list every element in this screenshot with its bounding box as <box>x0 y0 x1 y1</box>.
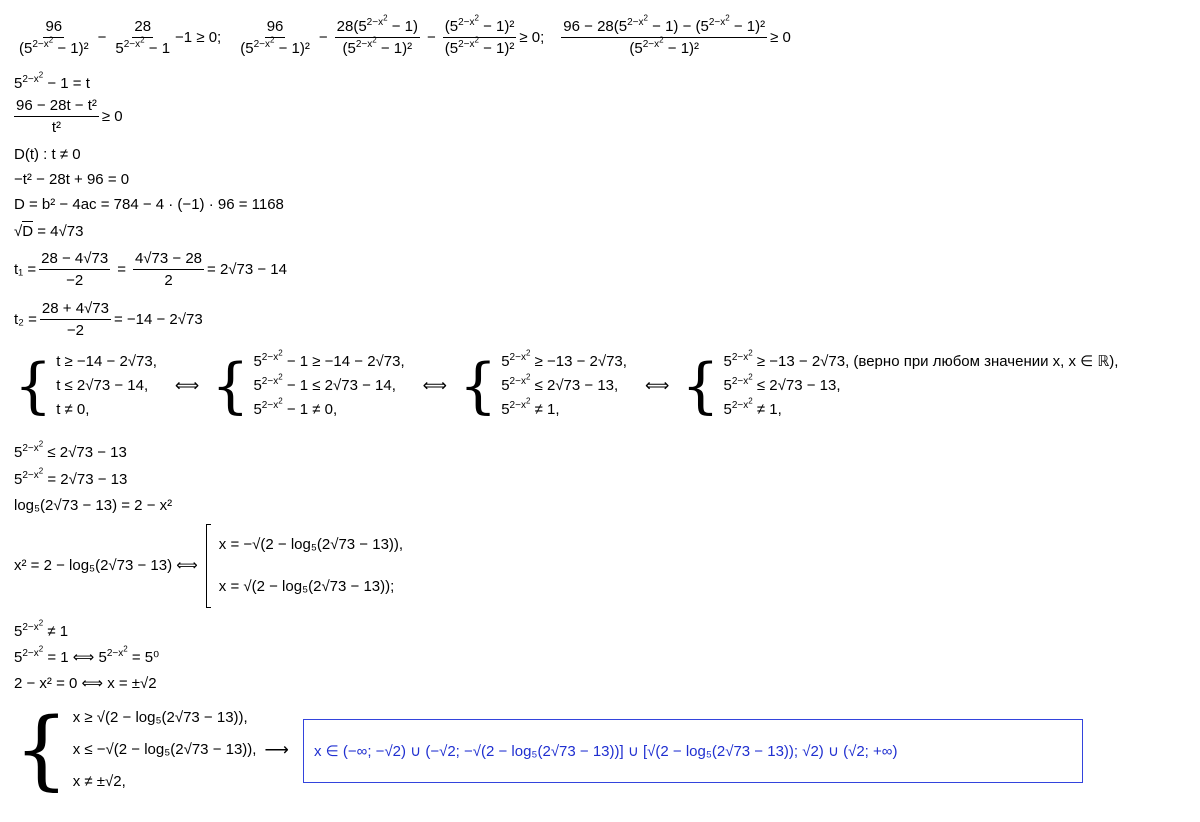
x-squared-text: x² = 2 − log₅(2√73 − 13) ⟺ <box>14 557 198 574</box>
case: $5^{2-x^2} \le 2√73 - 13$, <box>723 372 841 394</box>
line-final-system <box>14 702 301 798</box>
denominator: t² <box>51 119 62 136</box>
case: x ≥ √(2 − log₅(2√73 − 13)), <box>72 709 248 726</box>
numerator: 28 − 4√73 <box>39 250 110 270</box>
line-domain: D(t) : t ≠ 0 <box>14 146 81 163</box>
fraction <box>443 13 517 57</box>
numerator: 28 + 4√73 <box>40 300 111 320</box>
fraction <box>113 18 172 57</box>
line-log: log₅(2√73 − 13) = 2 − x² <box>14 497 173 514</box>
case: $5^{2-x^2} \ge -13 - 2√73$, (верно при любом значении x, x ∈ ℝ), <box>723 348 1119 370</box>
denominator: 2 <box>164 272 173 289</box>
fraction <box>40 300 111 339</box>
numerator: 4√73 − 28 <box>133 250 204 270</box>
relation: ≥ 0 <box>101 107 123 125</box>
denominator: $(5^{2-x^2} - 1)^2$ <box>342 35 413 57</box>
substitution-text: − 1 = t <box>47 75 90 92</box>
fraction <box>335 13 420 57</box>
numerator: $96 - 28(5^{2-x^2} - 1) - (5^{2-x^2} - 1)^2$ <box>561 18 767 38</box>
denominator: −2 <box>66 322 84 339</box>
line-quadratic: −t² − 28t + 96 = 0 <box>14 171 130 188</box>
system-4 <box>681 350 1118 422</box>
line-t2 <box>14 300 203 339</box>
brace-icon: { <box>681 351 720 421</box>
line-exp-eq1: $5^{2-x^2} = 1$ ⟺ $5^{2-x^2} = 5^0$ <box>14 644 160 666</box>
denominator: −2 <box>66 272 84 289</box>
fraction <box>238 18 312 57</box>
equivalence-icon: ⟺ <box>644 376 670 395</box>
case: x = −√(2 − log₅(2√73 − 13)), <box>218 536 404 553</box>
line-exp-eq: $5^{2-x^2} = 2√73 - 13$ <box>14 466 128 488</box>
relation: ≥ 0; <box>519 28 545 46</box>
relation: ≥ 0 <box>770 28 791 46</box>
system-2 <box>211 350 404 422</box>
t1-result: = 2√73 − 14 <box>207 260 287 278</box>
denominator: $(5^{2-x^2} - 1)^2$ <box>444 35 515 57</box>
case: t ≥ −14 − 2√73, <box>56 353 157 370</box>
numerator: 96 − 28t − t² <box>14 97 99 117</box>
brace-icon: { <box>14 700 69 800</box>
sqrt-d-value: = 4√73 <box>37 223 84 240</box>
denominator: $5^{2-x^2} - 1$ <box>115 35 171 57</box>
line-t1: t₁ = $\frac{28 - 4√73}{-2}$ = $\frac{4√73 - 28}{2}$ = 2√73 − 14 <box>14 250 287 289</box>
equivalence-icon: ⟺ <box>174 376 200 395</box>
case: $5^{2-x^2} - 1 \ge -14 - 2√73$, <box>253 348 405 370</box>
fraction <box>561 13 767 57</box>
numerator: 96 <box>265 18 286 38</box>
case: t ≤ 2√73 − 14, <box>56 377 149 394</box>
answer-text: x ∈ (−∞; −√2) ∪ (−√2; −√(2 − log₅(2√73 − 13))] ∪ [√(2 − log₅(2√73 − 13)); √2) ∪ (√2; +∞) <box>314 743 898 760</box>
line-discriminant: D = b² − 4ac = 784 − 4 · (−1) · 96 = 1168 <box>14 196 284 213</box>
numerator: $(5^{2-x^2} - 1)^2$ <box>443 18 517 38</box>
numerator: 28 <box>132 18 153 38</box>
line-exp-ne: $5^{2-x^2} \ne 1$ <box>14 618 69 640</box>
case: $5^{2-x^2} \ge -13 - 2√73$, <box>501 348 627 370</box>
numerator: 96 <box>43 18 64 38</box>
line-inequality-1: $\frac{96}{(5^{2-x^2} - 1)^2}$ − $\frac{28}{5^{2-x^2} - 1}$ −1 ≥ 0; $\frac{96}{(5^{2-x^2} - 1)^2}$ − $\frac{28(5^{2-x^2} - 1)}{(5^{2-x^2} - 1)^2}$ − $\frac{(5^{2-x^2} - 1)^2}{(5^{2-x^2} - 1)^2}$ ≥ 0; $\frac{96 - 28(5^{2-x^2} - 1) - (5^{2-x^2} - 1)^2}{(5^{2-x^2} - 1)^2}$ ≥ 0 <box>19 13 791 57</box>
bracket-icon <box>206 524 211 608</box>
arrow-right-icon: ⟶ <box>264 740 289 759</box>
line-substitution: $5^{2-x^2} - 1 = t$ <box>14 70 90 92</box>
t2-label: t₂ = <box>14 310 37 328</box>
system-1 <box>14 350 157 422</box>
case: $5^{2-x^2} \le 2√73 - 13$, <box>501 372 619 394</box>
denominator: $(5^{2-x^2} - 1)^2$ <box>629 35 700 57</box>
case: x ≠ ±√2, <box>72 773 126 790</box>
fraction <box>14 97 99 136</box>
fraction <box>133 250 204 289</box>
denominator: $(5^{2-x^2} - 1)^2$ <box>19 35 89 57</box>
case: $5^{2-x^2} \ne 1$, <box>723 396 782 418</box>
line-systems <box>14 350 1124 422</box>
fraction <box>17 18 91 57</box>
denominator: $(5^{2-x^2} - 1)^2$ <box>240 35 310 57</box>
answer-box <box>303 719 1083 783</box>
brace-icon: { <box>211 351 250 421</box>
relation: −1 ≥ 0; <box>175 28 222 46</box>
line-x-squared <box>14 524 403 608</box>
case: x = √(2 − log₅(2√73 − 13)); <box>218 578 395 595</box>
case: t ≠ 0, <box>56 401 90 418</box>
line-exp-le: $5^{2-x^2} \le 2√73 - 13$ <box>14 439 127 461</box>
case: $5^{2-x^2} - 1 \ne 0$, <box>253 396 338 418</box>
numerator: $28(5^{2-x^2} - 1)$ <box>335 18 420 38</box>
brace-icon: { <box>459 351 498 421</box>
t2-result: = −14 − 2√73 <box>113 310 203 328</box>
line-fraction-t <box>14 97 123 136</box>
t1-label: t₁ = <box>14 260 37 278</box>
fraction <box>39 250 110 289</box>
line-sqrt2: 2 − x² = 0 ⟺ x = ±√2 <box>14 675 157 692</box>
equivalence-icon: ⟺ <box>422 376 448 395</box>
case: x ≤ −√(2 − log₅(2√73 − 13)), <box>72 741 257 758</box>
case: $5^{2-x^2} - 1 \le 2√73 - 14$, <box>253 372 396 394</box>
system-3 <box>459 350 627 422</box>
line-sqrt-d: √D = 4√73 <box>14 223 84 240</box>
case: $5^{2-x^2} \ne 1$, <box>501 396 560 418</box>
brace-icon: { <box>14 351 53 421</box>
